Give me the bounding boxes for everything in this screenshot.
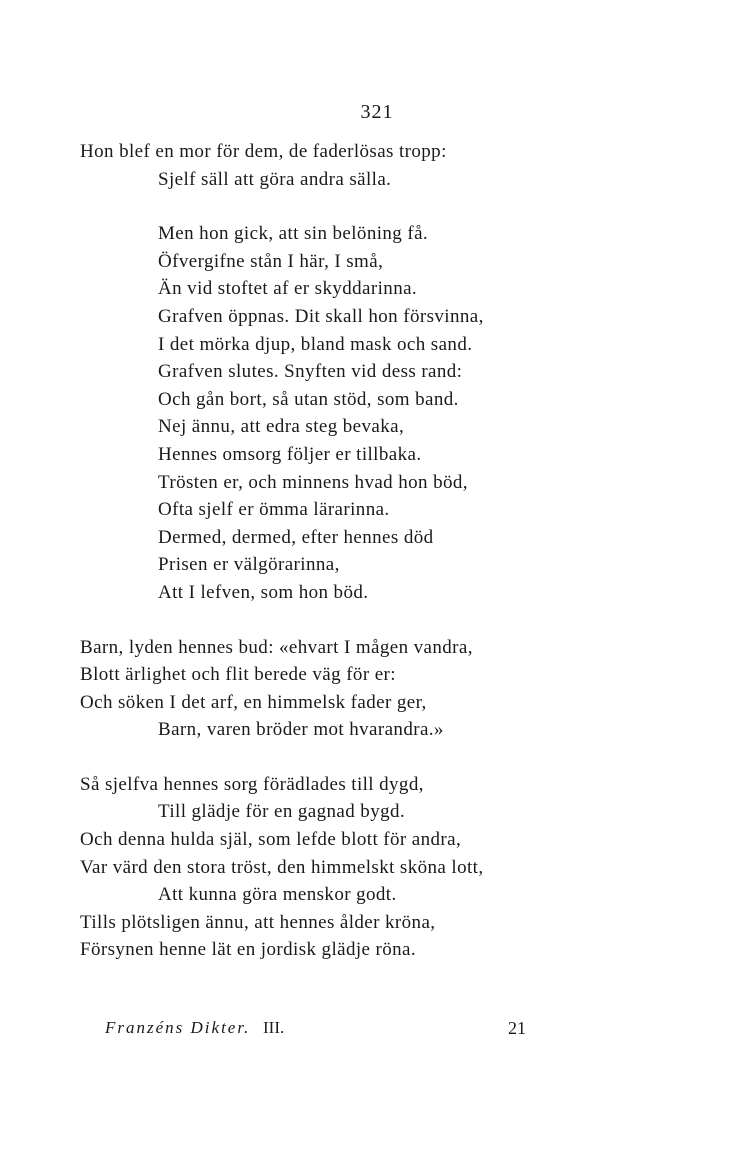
- page-footer: [0, 1018, 744, 1046]
- poem-line: Öfvergifne stån I här, I små,: [158, 250, 384, 272]
- poem-line: Försynen henne lät en jordisk glädje röna.: [80, 939, 417, 961]
- poem-line: Hon blef en mor för dem, de faderlösas tropp:: [80, 141, 447, 162]
- stanza: [0, 634, 744, 744]
- footer-work-title: Franzéns Dikter.: [105, 1018, 251, 1037]
- page-number: 321: [360, 101, 394, 123]
- poem-line: Till glädje för en gagnad bygd.: [158, 801, 406, 823]
- poem-line: Grafven slutes. Snyften vid dess rand:: [158, 361, 463, 383]
- poem-line: Att I lefven, som hon böd.: [158, 581, 369, 603]
- footer-signature-mark: 21: [508, 1018, 526, 1038]
- poem-line: Och söken I det arf, en himmelsk fader ger,: [80, 691, 427, 713]
- poem-line: Och gån bort, så utan stöd, som band.: [158, 388, 459, 410]
- poem-line: Blott ärlighet och flit berede väg för er:: [80, 664, 396, 686]
- poem-line: Än vid stoftet af er skyddarinna.: [158, 278, 418, 300]
- poem-line: Men hon gick, att sin belöning få.: [158, 223, 429, 245]
- stanza-gap: [0, 607, 744, 634]
- stanza: [0, 771, 744, 964]
- poem-line: I det mörka djup, bland mask och sand.: [158, 333, 473, 355]
- poem-line: Att kunna göra menskor godt.: [158, 884, 397, 906]
- footer-volume: III.: [263, 1018, 285, 1037]
- poem-line: Trösten er, och minnens hvad hon böd,: [158, 471, 468, 493]
- poem-line: Hennes omsorg följer er tillbaka.: [158, 443, 422, 465]
- poem-line: Var värd den stora tröst, den himmelskt sköna lott,: [80, 856, 484, 878]
- stanza: [0, 138, 744, 193]
- poem-line: Barn, varen bröder mot hvarandra.»: [158, 719, 444, 741]
- poem-line: Och denna hulda själ, som lefde blott för andra,: [80, 829, 462, 851]
- poem-line: Tills plötsligen ännu, att hennes ålder kröna,: [80, 911, 436, 933]
- poem-line: Prisen er välgörarinna,: [158, 554, 340, 576]
- poem-line: Så sjelfva hennes sorg förädlades till dygd,: [80, 773, 424, 795]
- poem-line: Ofta sjelf er ömma lärarinna.: [158, 499, 390, 521]
- poem-line: Dermed, dermed, efter hennes död: [158, 526, 434, 548]
- poem-line: Barn, lyden hennes bud: «ehvart I mågen vandra,: [80, 636, 473, 658]
- poem-body: [0, 138, 744, 964]
- poem-line: Sjelf säll att göra andra sälla.: [158, 168, 392, 190]
- poem-line: Nej ännu, att edra steg bevaka,: [158, 416, 405, 438]
- stanza-gap: [0, 744, 744, 771]
- poem-line: Grafven öppnas. Dit skall hon försvinna,: [158, 305, 484, 327]
- stanza-gap: [0, 193, 744, 220]
- stanza: [0, 220, 744, 606]
